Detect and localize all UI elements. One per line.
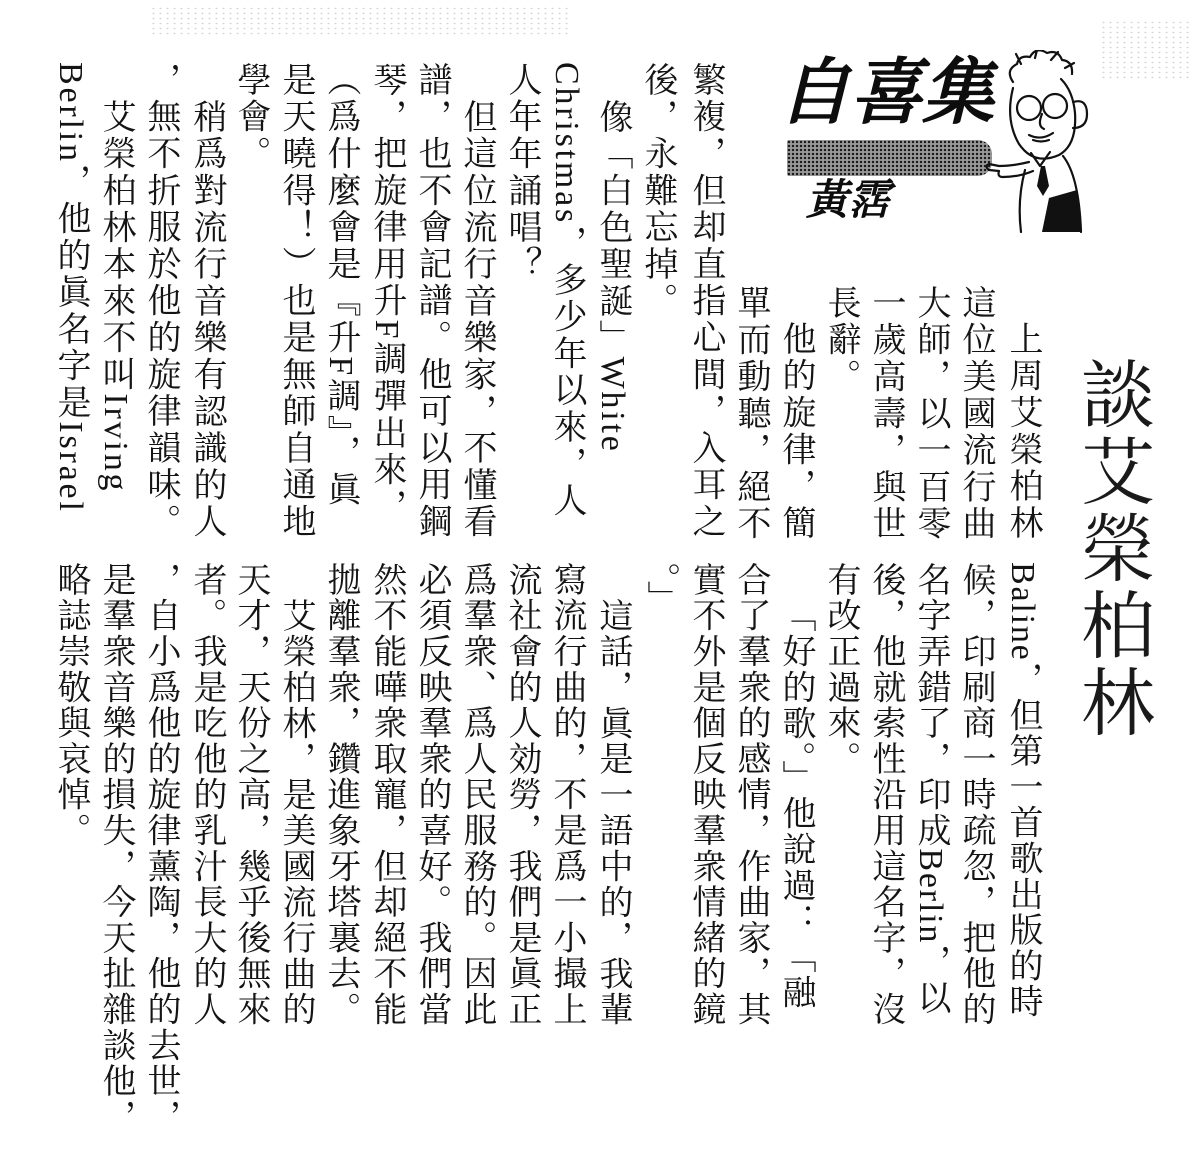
cartoon-glasses-right (1043, 94, 1067, 118)
text-column: 學會。 (232, 62, 269, 173)
text-column: 是天曉得！）也是無師自通地 (277, 62, 314, 541)
text-column: 稍爲對流行音樂有認識的人 (188, 99, 225, 541)
text-column: 單而動聽，絕不 (732, 285, 769, 543)
cartoon-head (1010, 79, 1075, 159)
text-column: 後，永難忘掉。 (639, 62, 676, 320)
text-column: 譜，也不會記譜。他可以用鋼 (413, 62, 450, 541)
cartoon-glasses-left (1017, 96, 1041, 120)
text-column: 流社會的人効勞，我們是眞正 (503, 562, 540, 1028)
scan-speckle-top (150, 6, 570, 36)
text-column: 然不能嘩衆取寵，但却絕不能 (368, 562, 405, 1028)
text-column: 像「白色聖誕」White (594, 99, 631, 454)
text-column: 長辭。 (822, 285, 859, 396)
text-column: 寫流行曲的，不是爲一小撮上 (548, 562, 585, 1028)
text-column: 大師，以一百零 (912, 285, 949, 543)
cartoon-mouth (1029, 133, 1053, 142)
text-column: 略誌崇敬與哀悼。 (52, 562, 89, 849)
text-column: 必須反映羣衆的喜好。我們當 (413, 562, 450, 1028)
text-column: 「好的歌。」他說過：「融 (777, 598, 814, 1011)
author-byline: 黃霑 (806, 175, 891, 224)
cartoon-jacket (1042, 190, 1082, 232)
text-column: 這話，眞是一語中的，我輩 (594, 598, 631, 1028)
cartoon-tie (1037, 166, 1049, 196)
text-column: ，無不折服於他的旋律韻味。 (142, 62, 179, 541)
cartoon-nose (1040, 114, 1044, 129)
text-column: 候，印刷商一時疏忽，把他的 (957, 562, 994, 1028)
text-column: 合了羣衆的感情，作曲家，其 (732, 562, 769, 1028)
text-column: Berlin，他的眞名字是Israel (52, 62, 89, 514)
text-column: 名字弄錯了，印成Berlin，以 (912, 562, 949, 1016)
text-column: 後，他就索性沿用這名字，沒 (867, 562, 904, 1028)
text-column: 他的旋律，簡 (777, 321, 814, 542)
article-title: 談艾榮柏林 (1071, 356, 1154, 741)
column-header-name: 自喜集 (778, 49, 995, 134)
text-column: （爲什麼會是『升F調』，眞 (322, 62, 359, 509)
text-column: 爲羣衆、爲人民服務的。因此 (458, 562, 495, 1028)
text-column: ，自小爲他的旋律薰陶，他的去世， (142, 562, 179, 1135)
text-column: Christmas，多少年以來，人 (548, 62, 585, 520)
text-column: 一歲高壽，與世 (867, 285, 904, 543)
text-column: 天才，天份之高，幾乎後無來 (232, 562, 269, 1028)
text-column: 上周艾榮柏林 (1004, 321, 1041, 542)
text-column: 艾榮柏林本來不叫Irving (97, 99, 134, 494)
cartoon-man-pointing-icon (985, 50, 1095, 235)
text-column: 繁複，但却直指心間，入耳之 (687, 62, 724, 541)
text-column: 琴，把旋律用升F調彈出來， (368, 62, 405, 526)
text-column: 拋離羣衆，鑽進象牙塔裏去。 (322, 562, 359, 1028)
text-column: 但這位流行音樂家，不懂看 (458, 99, 495, 541)
text-column: Baline，但第一首歌出版的時 (1004, 562, 1041, 1020)
cartoon-hair (1010, 50, 1074, 82)
cartoon-pointing-arm (987, 162, 1034, 177)
text-column: 是羣衆音樂的損失，今天扯雜談他， (97, 562, 134, 1135)
column-header-screen-bar (787, 140, 992, 176)
text-column: 者。我是吃他的乳汁長大的人 (188, 562, 225, 1028)
text-column: 實不外是個反映羣衆情緒的鏡 (687, 562, 724, 1028)
text-column: 有改正過來。 (822, 562, 859, 777)
text-column: 人年年誦唱？ (503, 62, 540, 283)
text-column: 。」 (642, 562, 679, 617)
scan-speckle-right (1100, 20, 1190, 80)
text-column: 這位美國流行曲 (957, 285, 994, 543)
text-column: 艾榮柏林，是美國流行曲的 (277, 598, 314, 1028)
